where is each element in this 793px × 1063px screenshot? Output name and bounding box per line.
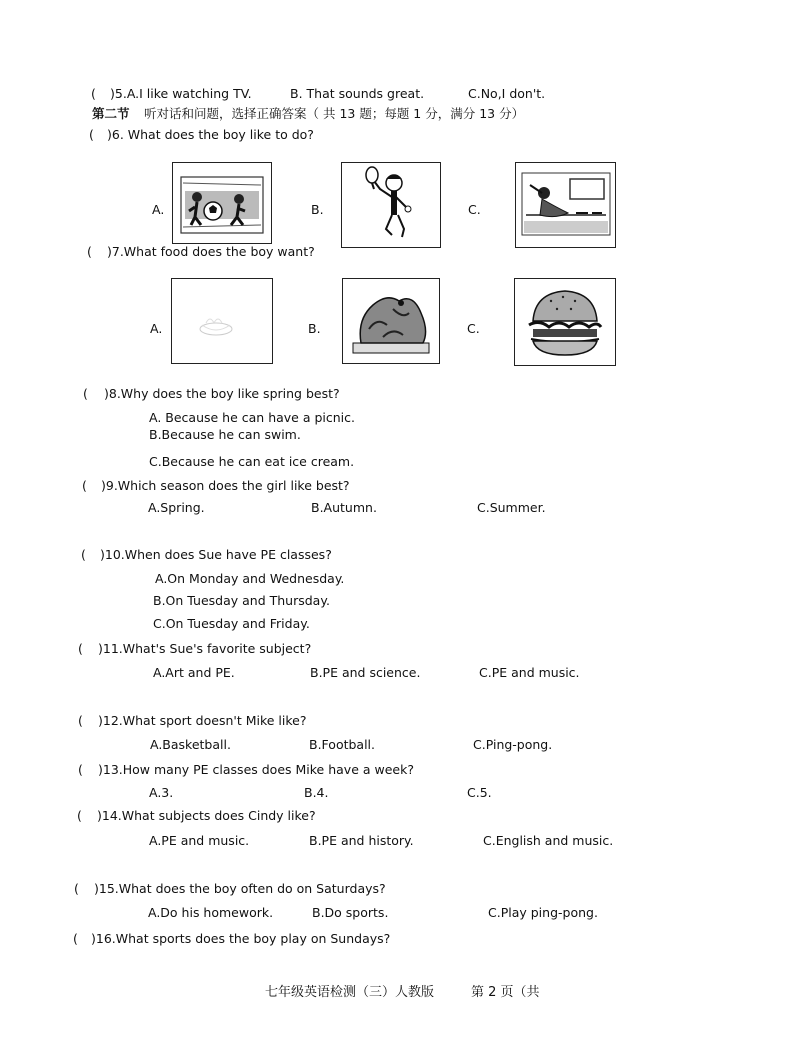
section2-label: 第二节	[92, 106, 130, 121]
q10-option-a: A.On Monday and Wednesday.	[155, 571, 345, 586]
q9-option-a: A.Spring.	[148, 500, 205, 515]
q10-paren: (	[81, 547, 86, 562]
q12-question: )12.What sport doesn't Mike like?	[98, 713, 307, 728]
q11-option-a: A.Art and PE.	[153, 665, 235, 680]
q9-paren: (	[82, 478, 87, 493]
q12-paren: (	[78, 713, 83, 728]
q15-question: )15.What does the boy often do on Saturdays?	[94, 881, 386, 896]
q8-option-a: A. Because he can have a picnic.	[149, 410, 355, 425]
q8-option-c: C.Because he can eat ice cream.	[149, 454, 355, 469]
q12-option-b: B.Football.	[309, 737, 376, 752]
q15-option-a: A.Do his homework.	[148, 905, 274, 920]
q5-paren: (	[91, 86, 96, 101]
noodles-icon	[171, 278, 273, 364]
q14-option-a: A.PE and music.	[149, 833, 250, 848]
q9-option-b: B.Autumn.	[311, 500, 377, 515]
q8-paren: (	[83, 386, 88, 401]
swimming-icon	[515, 162, 616, 248]
q8-question: )8.Why does the boy like spring best?	[104, 386, 340, 401]
chicken-icon	[342, 278, 440, 364]
q5-close: )	[110, 86, 115, 101]
q10-option-b: B.On Tuesday and Thursday.	[153, 593, 330, 608]
q7-label-b: B.	[308, 321, 321, 336]
q12-option-a: A.Basketball.	[150, 737, 231, 752]
q11-question: )11.What's Sue's favorite subject?	[98, 641, 312, 656]
q16-paren: (	[73, 931, 78, 946]
q7-label-c: C.	[467, 321, 480, 336]
tennis-player-icon	[341, 162, 441, 248]
q8-option-b: B.Because he can swim.	[149, 427, 301, 442]
q7-label-a: A.	[150, 321, 163, 336]
q13-option-a: A.3.	[149, 785, 174, 800]
q6-label-c: C.	[468, 202, 481, 217]
q16-question: )16.What sports does the boy play on Sundays?	[91, 931, 391, 946]
q12-option-c: C.Ping-pong.	[473, 737, 553, 752]
footer-page: 第 2 页（共	[471, 985, 540, 1000]
q6-label-a: A.	[152, 202, 165, 217]
hamburger-icon	[514, 278, 616, 366]
q10-option-c: C.On Tuesday and Friday.	[153, 616, 310, 631]
q7-question: )7.What food does the boy want?	[107, 244, 315, 259]
q13-option-b: B.4.	[304, 785, 329, 800]
q9-option-c: C.Summer.	[477, 500, 546, 515]
q10-question: )10.When does Sue have PE classes?	[100, 547, 332, 562]
section2-instruction: 听对话和问题，选择正确答案（ 共 13 题；每题 1 分，满分 13 分）	[144, 106, 525, 121]
q7-paren: (	[87, 244, 92, 259]
q6-label-b: B.	[311, 202, 324, 217]
q14-paren: (	[77, 808, 82, 823]
q15-option-b: B.Do sports.	[312, 905, 389, 920]
q6-question: )6. What does the boy like to do?	[107, 127, 314, 142]
q13-paren: (	[78, 762, 83, 777]
q11-option-c: C.PE and music.	[479, 665, 580, 680]
q5-num: 5.	[114, 86, 127, 101]
q5-option-a: A.I like watching TV.	[126, 86, 252, 101]
q14-option-b: B.PE and history.	[309, 833, 414, 848]
q11-option-b: B.PE and science.	[310, 665, 421, 680]
q15-option-c: C.Play ping-pong.	[488, 905, 598, 920]
q5-number	[110, 86, 252, 102]
q11-paren: (	[78, 641, 83, 656]
q5-option-c: C.No,I don't.	[468, 86, 546, 101]
q14-option-c: C.English and music.	[483, 833, 614, 848]
q5-option-b: B. That sounds great.	[290, 86, 425, 101]
q14-question: )14.What subjects does Cindy like?	[97, 808, 316, 823]
footer-title: 七年级英语检测（三）人教版	[265, 985, 435, 1000]
q6-paren: (	[89, 127, 94, 142]
q13-question: )13.How many PE classes does Mike have a week?	[98, 762, 414, 777]
soccer-icon	[172, 162, 272, 244]
q9-question: )9.Which season does the girl like best?	[101, 478, 350, 493]
q13-option-c: C.5.	[467, 785, 492, 800]
q15-paren: (	[74, 881, 79, 896]
